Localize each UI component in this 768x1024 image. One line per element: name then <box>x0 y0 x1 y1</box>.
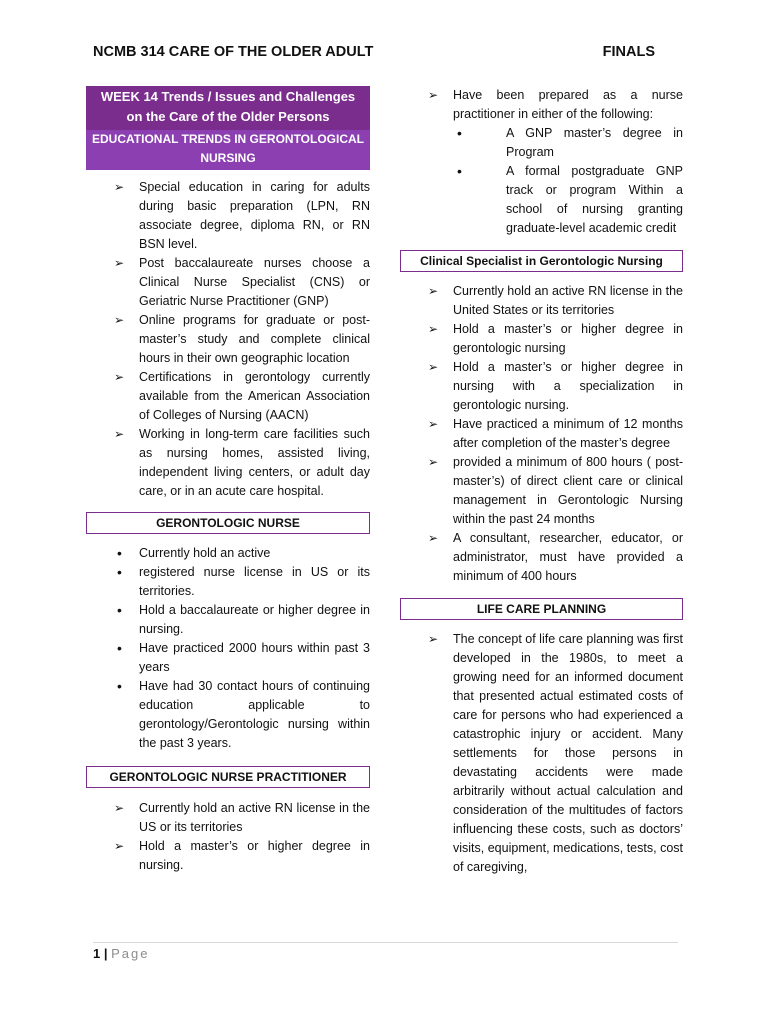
list-item: ➢ Certifications in gerontology currently available from the American Association of Colleges of Nursing (AACN) <box>114 370 370 422</box>
gerontologic-nurse-list <box>86 544 370 753</box>
list-item: • A GNP master’s degree in Program <box>457 125 683 159</box>
life-care-planning-heading: LIFE CARE PLANNING <box>400 598 683 620</box>
page-header <box>93 44 655 64</box>
week-title-line2: on the Care of the Older Persons <box>126 109 330 124</box>
list-item: ➢ Special education in caring for adults during basic preparation (LPN, RN associate degree, diploma RN, or RN BSN level. <box>114 180 370 251</box>
list-item: ➢ provided a minimum of 800 hours ( post-master’s) of direct client care or clinical management in Gerontologic Nursing within the past 24 months <box>428 455 683 526</box>
dot-bullet-icon: • <box>117 640 122 656</box>
page-footer <box>93 946 150 961</box>
list-item: • registered nurse license in US or its territories. <box>117 564 370 598</box>
arrow-bullet-icon: ➢ <box>428 531 439 545</box>
left-column <box>86 86 370 875</box>
clinical-specialist-heading: Clinical Specialist in Gerontologic Nursing <box>400 250 683 272</box>
arrow-bullet-icon: ➢ <box>114 801 125 815</box>
term-label: FINALS <box>602 44 655 60</box>
list-item: • Have practiced 2000 hours within past 3 years <box>117 640 370 674</box>
dot-bullet-icon: • <box>457 125 462 141</box>
list-item: ➢ Working in long-term care facilities such as nursing homes, assisted living, independent living centers, or adult day care, or in an acute care hospital. <box>114 427 370 498</box>
list-item: ➢ Hold a master’s or higher degree in nursing. <box>114 839 370 872</box>
list-item: ➢ The concept of life care planning was first developed in the 1980s, to meet a growing need for an informed document that presented actual estimated costs of care for persons who had experienced a catastrophic injury or accident. Many settlements for those persons in devastating accidents were made arbitrarily without actual calculation and consideration of the multitudes of factors influencing these costs, such as doctors’ visits, equipment, medications, tests, cost of caregiving, <box>428 632 683 874</box>
arrow-bullet-icon: ➢ <box>428 88 439 102</box>
list-item: • Currently hold an active <box>117 545 271 561</box>
dot-bullet-icon: • <box>117 564 122 580</box>
dot-bullet-icon: • <box>117 545 122 561</box>
week-title-box <box>86 86 370 130</box>
arrow-bullet-icon: ➢ <box>114 370 125 384</box>
arrow-bullet-icon: ➢ <box>114 427 125 441</box>
gnp-list <box>86 799 370 875</box>
arrow-bullet-icon: ➢ <box>114 180 125 194</box>
list-item: ➢ Have been prepared as a nurse practitioner in either of the following: • A GNP master’s degree in Program • A formal postgraduate GNP track or program Within a school of nursing granting graduate-level academic credit <box>400 86 683 238</box>
arrow-bullet-icon: ➢ <box>114 313 125 327</box>
arrow-bullet-icon: ➢ <box>428 417 439 431</box>
list-item: • Have had 30 contact hours of continuing education applicable to gerontology/Gerontologic nursing within the past 3 years. <box>117 678 370 750</box>
arrow-bullet-icon: ➢ <box>114 256 125 270</box>
list-item: ➢ Hold a master’s or higher degree in gerontologic nursing <box>428 322 683 355</box>
arrow-bullet-icon: ➢ <box>428 455 439 469</box>
course-title: NCMB 314 CARE OF THE OLDER ADULT <box>93 44 374 60</box>
page-label: Page <box>111 946 150 961</box>
arrow-bullet-icon: ➢ <box>428 632 439 646</box>
clinical-specialist-list <box>400 282 683 586</box>
dot-bullet-icon: • <box>117 602 122 618</box>
dot-bullet-icon: • <box>457 163 462 179</box>
list-item: ➢ A consultant, researcher, educator, or administrator, must have provided a minimum of 400 hours <box>428 531 683 583</box>
edu-heading-line1: EDUCATIONAL TRENDS IN GERONTOLOGICAL <box>92 132 365 146</box>
list-item: • Hold a baccalaureate or higher degree in nursing. <box>117 602 370 636</box>
dot-bullet-icon: • <box>117 678 122 694</box>
week-title-line1: WEEK 14 Trends / Issues and Challenges <box>100 89 356 104</box>
page-number: 1 <box>93 946 101 961</box>
gnp-list-continued <box>400 86 683 238</box>
footer-separator: | <box>103 946 108 961</box>
list-item: ➢ Currently hold an active RN license in the United States or its territories <box>428 284 683 317</box>
gnp-sub-list <box>453 124 683 238</box>
arrow-bullet-icon: ➢ <box>428 284 439 298</box>
arrow-bullet-icon: ➢ <box>428 322 439 336</box>
list-item: ➢ Currently hold an active RN license in the US or its territories <box>114 801 370 834</box>
list-item: ➢ Hold a master’s or higher degree in nursing with a specialization in gerontologic nursing. <box>428 360 683 412</box>
list-item: ➢ Online programs for graduate or post-master’s study and complete clinical hours in their own geographic location <box>114 313 370 365</box>
footer-divider <box>93 942 678 943</box>
life-care-planning-list <box>400 630 683 877</box>
educational-trends-list <box>86 178 370 501</box>
edu-heading-line2: NURSING <box>200 151 256 165</box>
list-item: ➢ Have practiced a minimum of 12 months after completion of the master’s degree <box>428 417 683 450</box>
right-column <box>400 86 683 877</box>
list-item: ➢ Post baccalaureate nurses choose a Clinical Nurse Specialist (CNS) or Geriatric Nurse Practitioner (GNP) <box>114 256 370 308</box>
educational-trends-heading <box>86 130 370 170</box>
gerontologic-nurse-heading: GERONTOLOGIC NURSE <box>86 512 370 534</box>
gnp-heading: GERONTOLOGIC NURSE PRACTITIONER <box>86 766 370 788</box>
arrow-bullet-icon: ➢ <box>114 839 125 853</box>
arrow-bullet-icon: ➢ <box>428 360 439 374</box>
list-item: • A formal postgraduate GNP track or program Within a school of nursing granting graduate-level academic credit <box>457 163 683 235</box>
